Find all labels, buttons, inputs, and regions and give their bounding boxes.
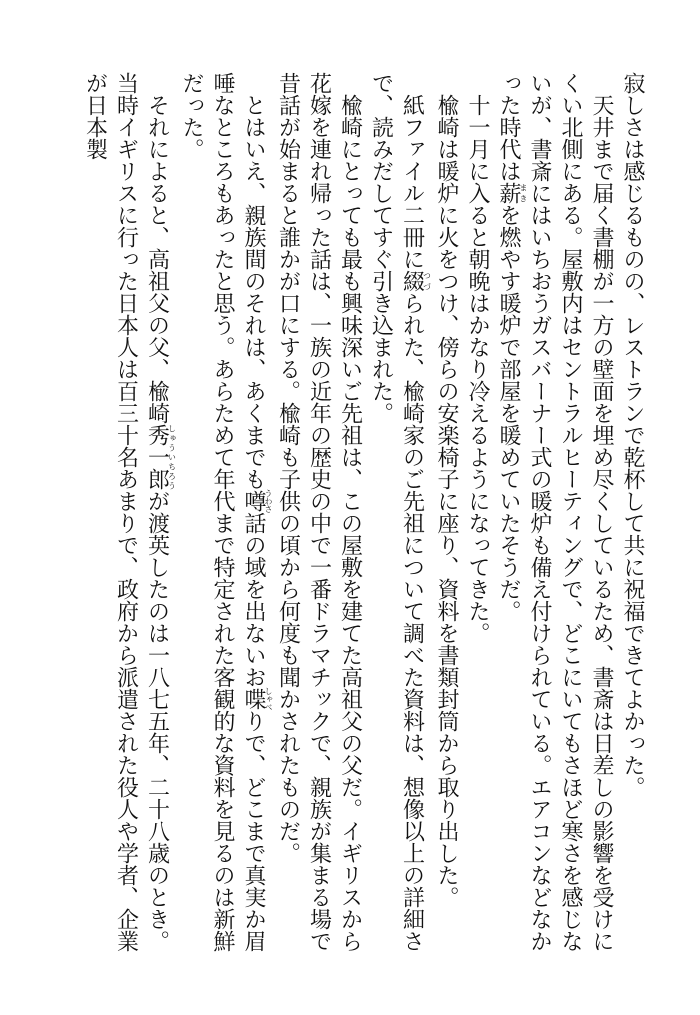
ruby-base: 薪 <box>496 182 521 204</box>
paragraph-indent <box>589 72 614 94</box>
paragraph <box>176 72 273 972</box>
ruby-reading: まき <box>519 182 528 204</box>
text-run: りで、どこまで真実か眉唾なところもあったと思う。あらためて年代まで特定された客観的な資料を見るのは新鮮だった。 <box>179 72 266 952</box>
ruby-annotated-word <box>241 687 273 711</box>
paragraph-indent <box>241 72 266 94</box>
ruby-base: 噂 <box>241 489 266 513</box>
text-run: それによると、高祖父の父、楡崎 <box>144 94 170 424</box>
text-run: 楡崎は暖炉に火をつけ、傍らの安楽椅子に座り、資料を書類封筒から取り出した。 <box>434 94 459 908</box>
paragraph <box>273 72 366 972</box>
text-run: 話の域を出ないお <box>241 512 266 688</box>
ruby-annotated-word <box>399 270 432 292</box>
paragraph <box>80 72 177 972</box>
ruby-base: 喋 <box>241 687 266 711</box>
text-run: が渡英したのは一八七五年、二十八歳のとき。当時イギリスに行った日本人は百三十名あまりで、政府から派遣された役人や学者、企業が日本製 <box>82 72 170 952</box>
paragraph-indent <box>338 72 363 94</box>
text-run: を燃やす暖炉で部屋を暖めていたそうだ。 <box>496 204 521 622</box>
vertical-text-body <box>80 72 649 972</box>
paragraph <box>617 72 648 972</box>
paragraph <box>493 72 617 972</box>
ruby-annotated-word <box>144 424 177 490</box>
ruby-annotated-word <box>241 489 273 513</box>
paragraph <box>366 72 432 972</box>
text-run: られた、楡崎家のご先祖について調べた資料は、想像以上の詳細さで、読みだしてすぐ引き込まれた。 <box>368 72 425 952</box>
ruby-reading: しゅういちろう <box>167 424 177 490</box>
ruby-base: 綴 <box>399 270 425 292</box>
ruby-reading: うわさ <box>264 489 273 513</box>
paragraph-indent <box>145 72 170 94</box>
ruby-base: 秀一郎 <box>144 424 170 490</box>
ruby-reading: つづ <box>422 270 432 292</box>
ruby-annotated-word <box>496 182 528 204</box>
text-run: 天井まで届く書棚が一方の壁面を埋め尽くしているため、書斎は日差しの影響を受けにくい北側にある。屋敷内はセントラルヒーティングで、どこにいてもさほど寒さを感じないが、書斎にはいちおうガスバーナー式の暖炉も備え付けられている。エアコンなどなかった時代は <box>496 72 614 952</box>
ruby-reading: しゃべ <box>264 687 273 711</box>
paragraph-indent <box>400 72 425 94</box>
text-run: 紙ファイル二冊に <box>399 94 425 270</box>
text-run: 楡崎にとっても最も興味深いご先祖は、この屋敷を建てた高祖父の父だ。イギリスから花嫁を連れ帰った話は、一族の近年の歴史の中で一番ドラマチックで、親族が集まる場で昔話が始まると誰かが口にする。楡崎も子供の頃から何度も聞かされたものだ。 <box>275 72 363 952</box>
paragraph <box>431 72 462 972</box>
text-run: 寂しさは感じるものの、レストランで乾杯して共に祝福できてよかった。 <box>620 72 645 798</box>
text-run: 十一月に入ると朝晩はかなり冷えるようになってきた。 <box>465 94 490 644</box>
paragraph-indent <box>434 72 459 94</box>
paragraph <box>462 72 493 972</box>
paragraph-indent <box>465 72 490 94</box>
text-run: とはいえ、親族間のそれは、あくまでも <box>241 94 266 490</box>
